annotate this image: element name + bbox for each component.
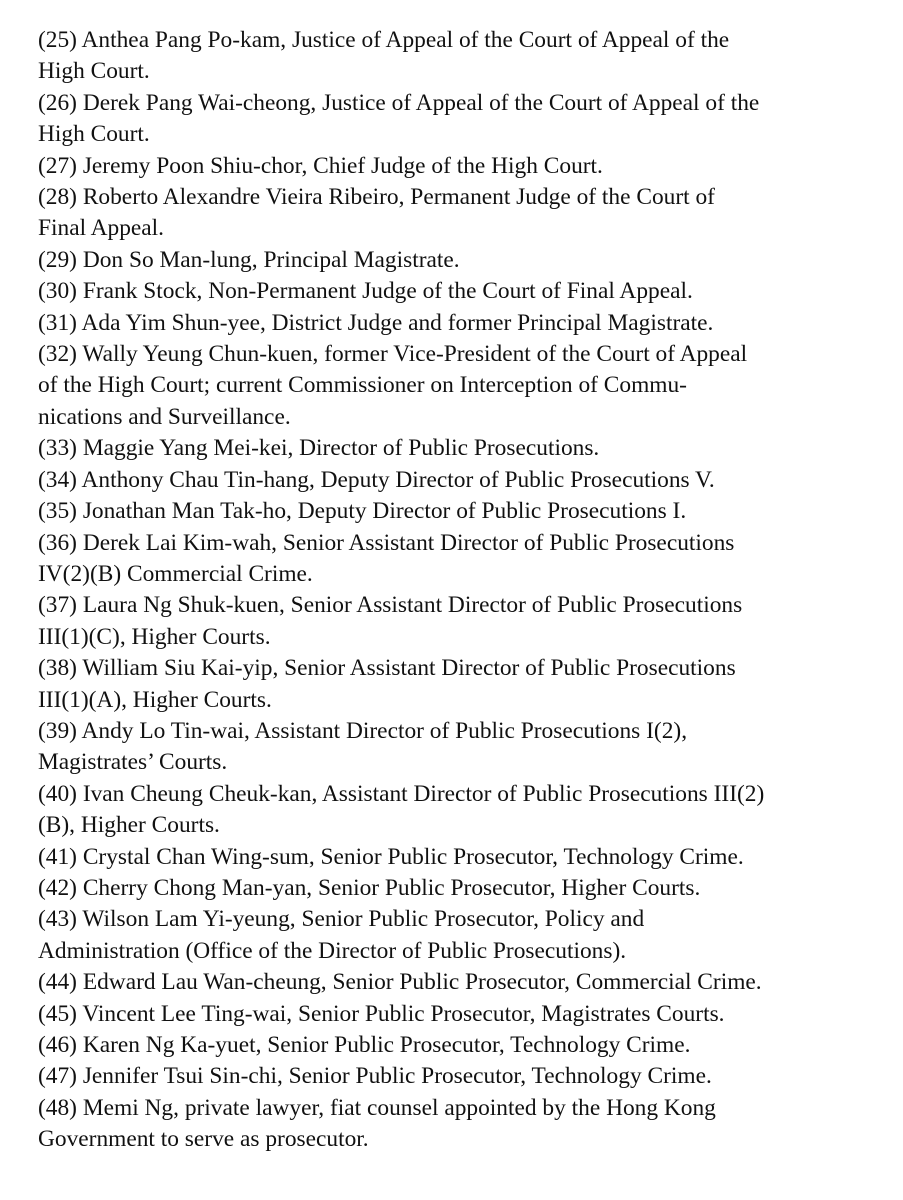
entry-line: (39) Andy Lo Tin-wai, Assistant Director of Public Prosecutions I(2),: [38, 717, 688, 744]
list-item: [38, 653, 868, 716]
list-item: [38, 276, 868, 307]
list-item: [38, 967, 868, 998]
list-item: [38, 842, 868, 873]
list-item: [38, 245, 868, 276]
entry-line: of the High Court; current Commissioner on Interception of Commu-: [38, 372, 687, 399]
list-item: [38, 88, 868, 151]
entry-line: III(1)(A), Higher Courts.: [38, 686, 272, 713]
entry-line: (45) Vincent Lee Ting-wai, Senior Public Prosecutor, Magistrates Courts.: [38, 1000, 725, 1027]
list-item: [38, 590, 868, 653]
entry-line: (26) Derek Pang Wai-cheong, Justice of Appeal of the Court of Appeal of the: [38, 89, 760, 116]
entry-line: Administration (Office of the Director of Public Prosecutions).: [38, 937, 627, 964]
entry-line: (B), Higher Courts.: [38, 812, 220, 839]
entry-line: (27) Jeremy Poon Shiu-chor, Chief Judge of the High Court.: [38, 152, 603, 179]
entry-line: Magistrates’ Courts.: [38, 749, 228, 776]
entry-line: III(1)(C), Higher Courts.: [38, 623, 271, 650]
entry-line: (31) Ada Yim Shun-yee, District Judge and former Principal Magistrate.: [38, 309, 714, 336]
entry-line: (41) Crystal Chan Wing-sum, Senior Public Prosecutor, Technology Crime.: [38, 843, 744, 870]
list-item: [38, 339, 868, 433]
list-item: [38, 182, 868, 245]
entry-line: (47) Jennifer Tsui Sin-chi, Senior Public Prosecutor, Technology Crime.: [38, 1063, 712, 1090]
entry-line: (46) Karen Ng Ka-yuet, Senior Public Prosecutor, Technology Crime.: [38, 1032, 691, 1058]
entry-line: IV(2)(B) Commercial Crime.: [38, 560, 313, 587]
list-item: [38, 1061, 868, 1092]
list-item: [38, 716, 868, 779]
entry-line: (29) Don So Man-lung, Principal Magistrate.: [38, 246, 460, 273]
list-item: [38, 999, 868, 1030]
list-item: [38, 308, 868, 339]
entry-list: [38, 25, 868, 1156]
list-item: [38, 873, 868, 904]
entry-line: (38) William Siu Kai-yip, Senior Assistant Director of Public Prosecutions: [38, 655, 736, 682]
document-page: [38, 25, 868, 1156]
entry-line: (32) Wally Yeung Chun-kuen, former Vice-President of the Court of Appeal: [38, 341, 748, 368]
list-item: [38, 779, 868, 842]
entry-line: (44) Edward Lau Wan-cheung, Senior Public Prosecutor, Commercial Crime.: [38, 969, 762, 996]
entry-line: (36) Derek Lai Kim-wah, Senior Assistant Director of Public Prosecutions: [38, 529, 735, 556]
list-item: [38, 151, 868, 182]
entry-line: (28) Roberto Alexandre Vieira Ribeiro, Permanent Judge of the Court of: [38, 184, 715, 211]
list-item: [38, 433, 868, 464]
entry-line: (43) Wilson Lam Yi-yeung, Senior Public Prosecutor, Policy and: [38, 906, 645, 933]
list-item: [38, 496, 868, 527]
entry-line: (48) Memi Ng, private lawyer, fiat counsel appointed by the Hong Kong: [38, 1094, 716, 1121]
list-item: [38, 1030, 868, 1061]
list-item: [38, 25, 868, 88]
list-item: [38, 1093, 868, 1156]
entry-line: (33) Maggie Yang Mei-kei, Director of Public Prosecutions.: [38, 435, 600, 462]
entry-line: (34) Anthony Chau Tin-hang, Deputy Director of Public Prosecutions V.: [38, 466, 715, 493]
entry-line: (35) Jonathan Man Tak-ho, Deputy Director of Public Prosecutions I.: [38, 498, 687, 525]
entry-line: Final Appeal.: [38, 215, 165, 242]
entry-line: (42) Cherry Chong Man-yan, Senior Public Prosecutor, Higher Courts.: [38, 874, 701, 901]
entry-line: Government to serve as prosecutor.: [38, 1126, 369, 1153]
entry-line: (25) Anthea Pang Po-kam, Justice of Appeal of the Court of Appeal of the: [38, 27, 730, 53]
entry-line: nications and Surveillance.: [38, 403, 291, 430]
entry-line: (40) Ivan Cheung Cheuk-kan, Assistant Director of Public Prosecutions III(2): [38, 780, 765, 807]
entry-line: (30) Frank Stock, Non-Permanent Judge of the Court of Final Appeal.: [38, 278, 693, 305]
entry-line: High Court.: [38, 58, 150, 85]
list-item: [38, 465, 868, 496]
entry-line: High Court.: [38, 121, 150, 148]
list-item: [38, 904, 868, 967]
entry-line: (37) Laura Ng Shuk-kuen, Senior Assistant Director of Public Prosecutions: [38, 592, 743, 619]
list-item: [38, 528, 868, 591]
